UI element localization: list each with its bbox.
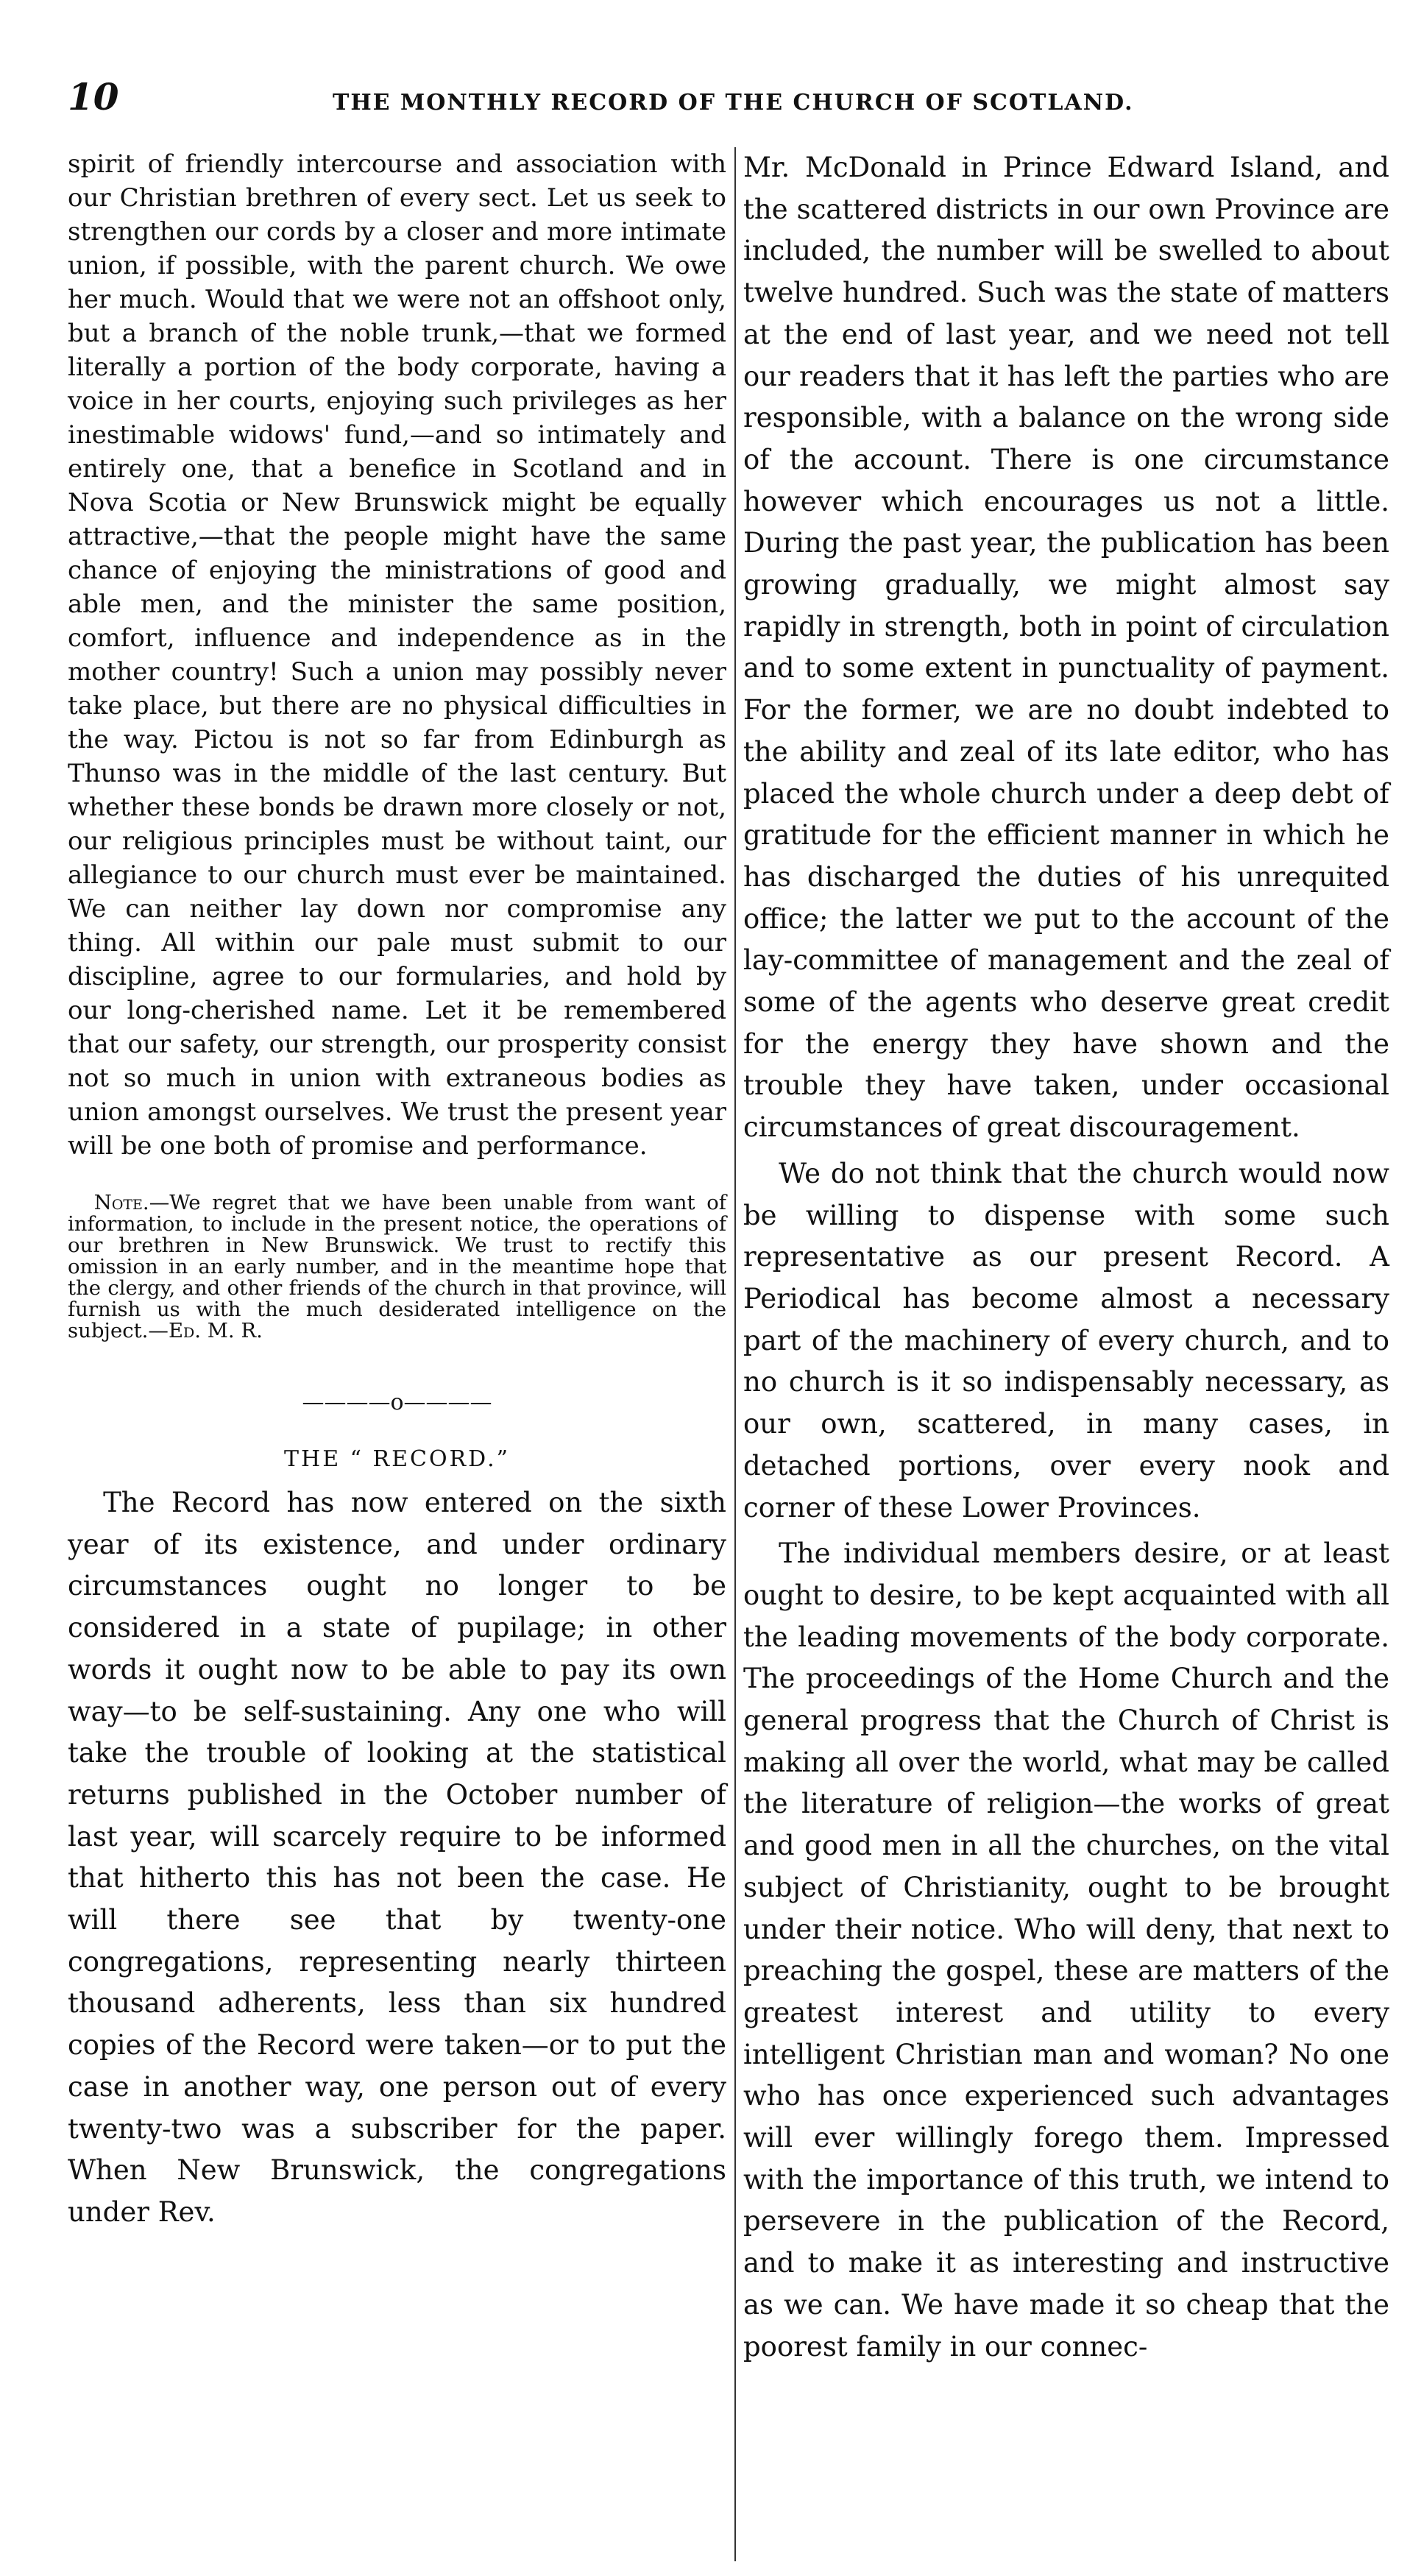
left-paragraph-1: spirit of friendly intercourse and association with our Christian brethren of every sect. Let us seek to strengthen our cords by a closer and more intimate union, if possible, with the parent church. We owe her much. Would that we were not an offshoot only, but a branch of the noble trunk,—that we formed literally a portion of the body corporate, having a voice in her courts, enjoying such privileges as her inestimable widows' fund,—and so intimately and entirely one, that a benefice in Scotland and in Nova Scotia or New Brunswick might be equally attractive,—that the people might have the same chance of enjoying the ministrations of good and able men, and the minister the same position, comfort, influence and independence as in the mother country! Such a union may possibly never take place, but there are no physical difficulties in the way. Pictou is not so far from Edinburgh as Thunso was in the middle of the last century. But whether these bonds be drawn more closely or not, our religious principles must be without taint, our allegiance to our church must ever be maintained. We can neither lay down nor compromise any thing. All within our pale must submit to our discipline, agree to our formularies, and hold by our long-cherished name. Let it be remembered that our safety, our strength, our prosperity consist not so much in union with extraneous bodies as union amongst ourselves. We trust the present year will be one both of promise and performance.	[68, 149, 726, 1161]
section-heading: THE “ RECORD.”	[284, 1446, 510, 1472]
column-divider	[734, 147, 736, 2561]
page-header	[68, 75, 1392, 119]
right-paragraph-1: Mr. McDonald in Prince Edward Island, and the scattered districts in our own Province are included, the number will be swelled to about twelve hundred. Such was the state of matters at the end of last year, and we need not tell our readers that it has left the parties who are responsible, with a balance on the wrong side of the account. There is one circumstance however which encourages us not a little. During the past year, the publication has been growing gradually, we might almost say rapidly in strength, both in point of circulation and to some extent in punctuality of payment. For the former, we are no doubt indebted to the ability and zeal of its late editor, who has placed the whole church under a deep debt of gratitude for the efficient manner in which he has discharged the duties of his unrequited office; the latter we put to the account of the lay-committee of management and the zeal of some of the agents who deserve great credit for the energy they have shown and the trouble they have taken, under occasional circumstances of great discouragement.	[743, 152, 1389, 1144]
section-separator: ————o————	[302, 1390, 492, 1415]
right-column	[743, 147, 1389, 2368]
left-paragraph-2: The Record has now entered on the sixth year of its existence, and under ordinary circumstances ought no longer to be considered in a state of pupilage; in other words it ought now to be able to pay its own way—to be self-sustaining. Any one who will take the trouble of looking at the statistical returns published in the October number of last year, will scarcely require to be informed that hitherto this has not been the case. He will there see that by twenty-one congregations, representing nearly thirteen thousand adherents, less than six hundred copies of the Record were taken—or to put the case in another way, one person out of every twenty-two was a subscriber for the paper. When New Brunswick, the congregations under Rev.	[68, 1487, 726, 2228]
page-number: 10	[68, 75, 119, 118]
right-paragraph-3: The individual members desire, or at least ought to desire, to be kept acquainted with all the leading movements of the body corporate. The proceedings of the Home Church and the general progress that the Church of Christ is making all over the world, what may be called the literature of religion—the works of great and good men in all the churches, on the vital subject of Christianity, ought to be brought under their notice. Who will deny, that next to preaching the gospel, these are matters of the greatest interest and utility to every intelligent Christian man and woman? No one who has once experienced such advantages will ever willingly forego them. Impressed with the importance of this truth, we intend to persevere in the publication of the Record, and to make it as interesting and instructive as we can. We have made it so cheap that the poorest family in our connec-	[743, 1538, 1389, 2363]
note-signature: Ed. M. R.	[168, 1319, 263, 1342]
right-paragraph-2: We do not think that the church would now be willing to dispense with some such representative as our present Record. A Periodical has become almost a necessary part of the machinery of every church, and to no church is it so indispensably necessary, as our own, scattered, in many cases, in detached portions, over every nook and corner of these Lower Provinces.	[743, 1157, 1389, 1524]
note-text: —We regret that we have been unable from want of information, to include in the present notice, the operations of our brethren in New Brunswick. We trust to rectify this omission in an early number, and in the meantime hope that the clergy, and other friends of the church in that province, will furnish us with the much desiderated intelligence on the subject.—	[68, 1191, 726, 1342]
editor-note	[68, 1192, 726, 1342]
running-title: THE MONTHLY RECORD OF THE CHURCH OF SCOTLAND.	[333, 90, 1134, 116]
note-label: Note.	[93, 1191, 149, 1214]
left-column	[68, 147, 726, 2234]
